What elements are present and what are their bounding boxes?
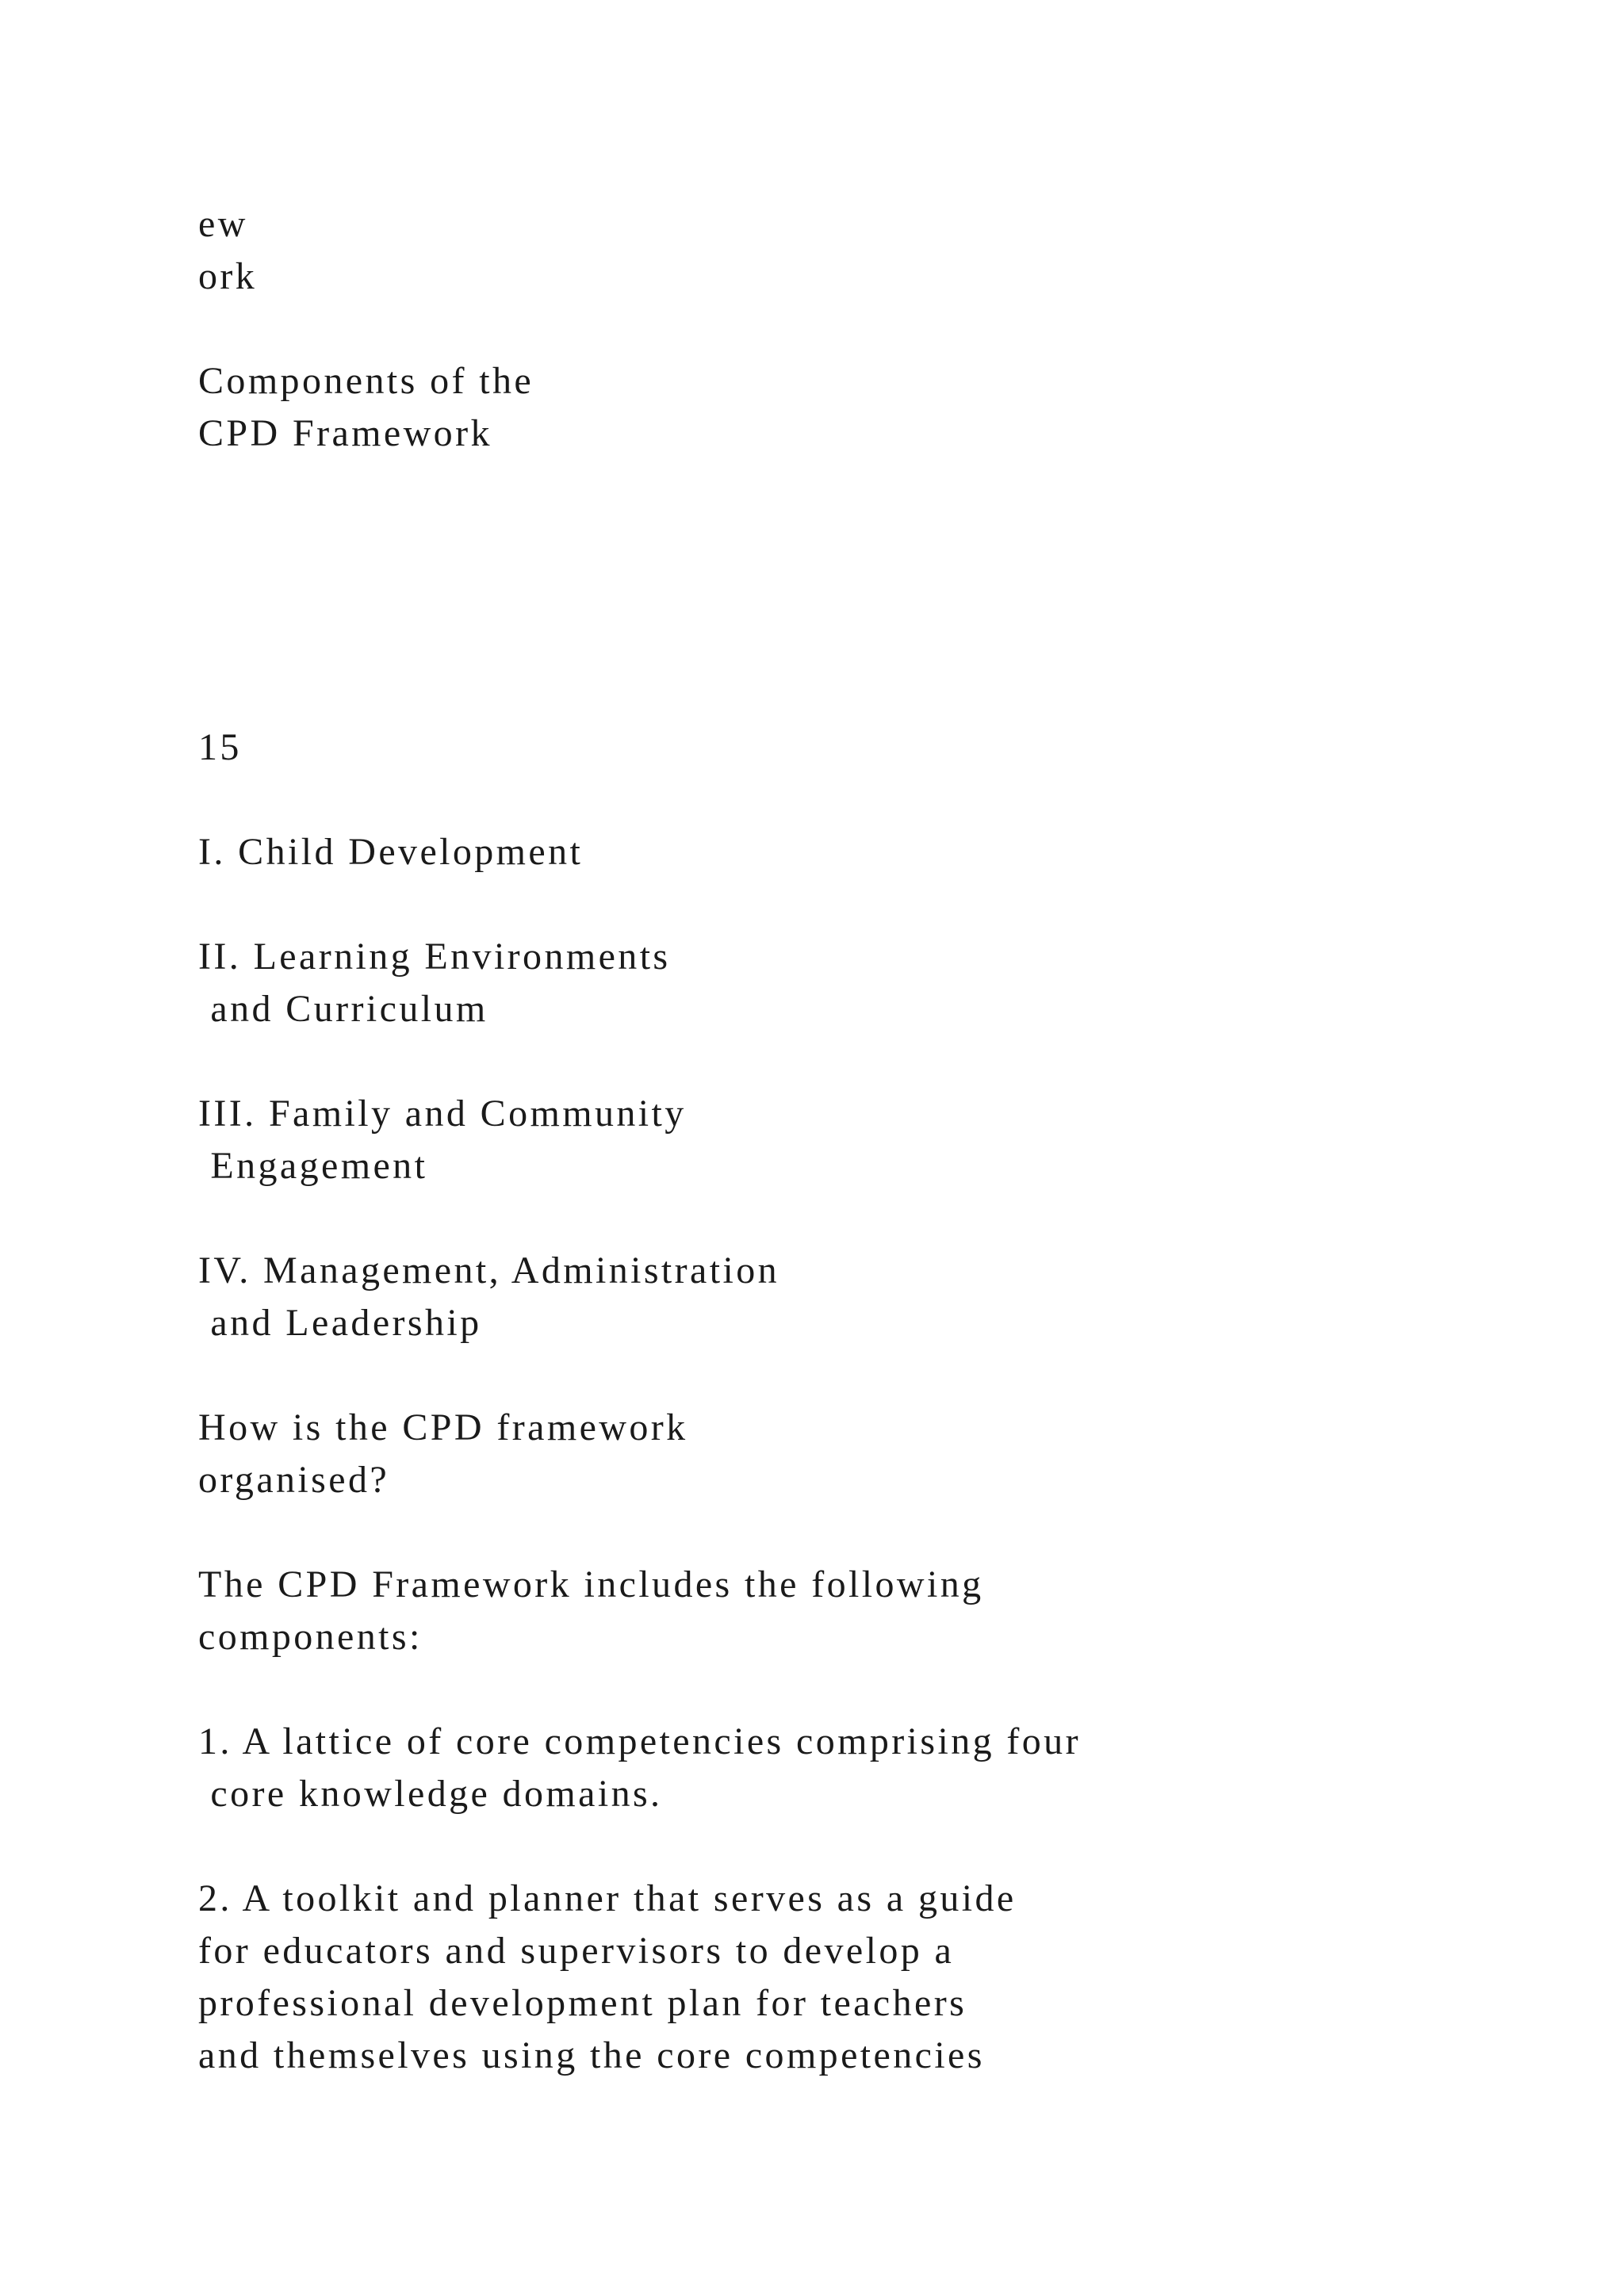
list-item-2-line-3: professional development plan for teachers (198, 1982, 967, 2024)
domain-item-3-line-2: Engagement (198, 1145, 428, 1187)
intro-paragraph-line-1: The CPD Framework includes the following (198, 1563, 984, 1605)
text-line-fragment-1: ew (198, 203, 248, 245)
section-heading-line-2: CPD Framework (198, 412, 492, 454)
list-item-2-line-1: 2. A toolkit and planner that serves as a guide (198, 1877, 1017, 1919)
list-item-2-line-2: for educators and supervisors to develop a (198, 1930, 955, 1972)
domain-item-1: I. Child Development (198, 831, 584, 873)
list-item-1-line-1: 1. A lattice of core competencies comprising four (198, 1720, 1081, 1762)
question-heading-line-1: How is the CPD framework (198, 1406, 688, 1448)
list-item-1-line-2: core knowledge domains. (198, 1773, 663, 1815)
domain-item-4-line-2: and Leadership (198, 1302, 482, 1344)
domain-item-2-line-1: II. Learning Environments (198, 936, 671, 978)
domain-item-4-line-1: IV. Management, Administration (198, 1249, 780, 1292)
domain-item-2-line-2: and Curriculum (198, 988, 488, 1030)
question-heading-line-2: organised? (198, 1459, 390, 1501)
section-heading-line-1: Components of the (198, 360, 534, 402)
page-number: 15 (198, 726, 242, 768)
list-item-2-line-4: and themselves using the core competencies (198, 2034, 985, 2076)
intro-paragraph-line-2: components: (198, 1616, 423, 1658)
text-line-fragment-2: ork (198, 255, 258, 297)
domain-item-3-line-1: III. Family and Community (198, 1093, 687, 1135)
